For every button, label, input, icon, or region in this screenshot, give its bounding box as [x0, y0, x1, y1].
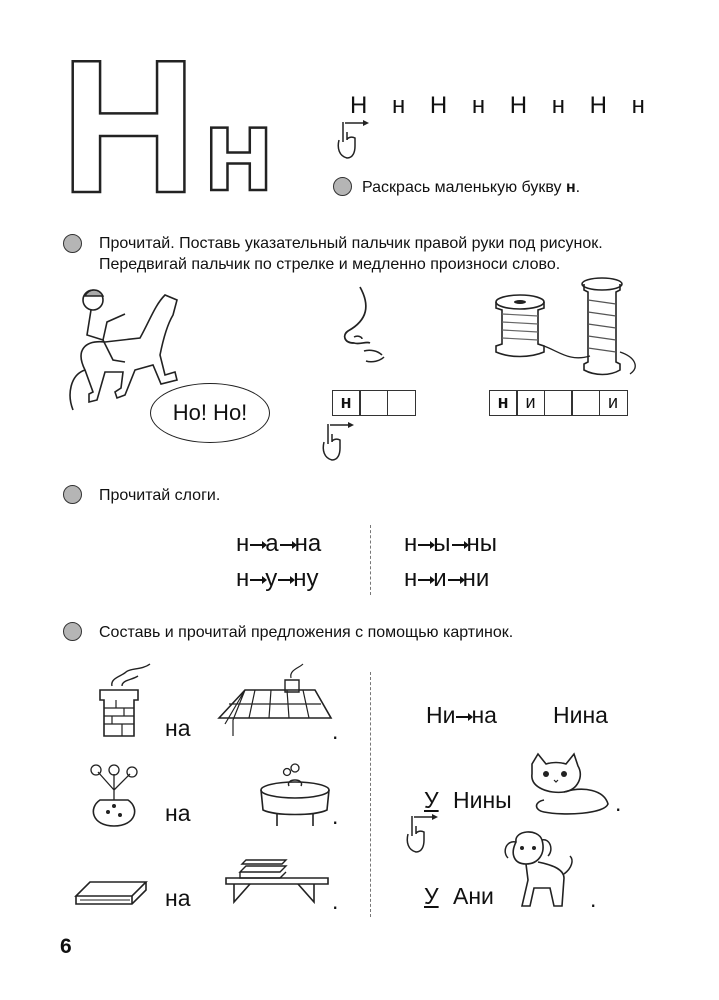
- vase-icon: [80, 760, 150, 830]
- table-icon: [255, 750, 335, 830]
- on-word: на: [165, 885, 191, 911]
- arrow-icon: [418, 579, 432, 581]
- task-color-letter: Раскрась маленькую букву н.: [362, 179, 581, 196]
- word-u-2: У: [424, 883, 439, 909]
- syllables-divider: [370, 525, 371, 595]
- syllable-ni: н и ни: [404, 565, 490, 592]
- thread-spools-image: [480, 272, 650, 382]
- letter-row: [350, 92, 645, 120]
- letter-7: Н: [589, 92, 608, 119]
- letter-2: н: [391, 92, 406, 119]
- nose-image: [340, 285, 400, 370]
- on-word: на: [165, 800, 191, 826]
- task-read-syllables: Прочитай слоги.: [99, 487, 221, 504]
- word-nina: Нина: [553, 702, 608, 728]
- page-number: 6: [60, 935, 72, 958]
- sentence-dot: .: [590, 886, 597, 912]
- nose-word-cells: [333, 390, 416, 416]
- letter-3: Н: [429, 92, 448, 119]
- letter-5: Н: [509, 92, 528, 119]
- arrow-icon: [278, 579, 292, 581]
- letter-4: н: [471, 92, 486, 119]
- word-cell: [571, 390, 600, 416]
- letter-1: Н: [350, 92, 368, 119]
- chimney-icon: [92, 660, 162, 740]
- task-read-line-2: Передвигай пальчик по стрелке и медленно произноси слово.: [99, 256, 561, 273]
- finger-pointer-icon-2: [318, 420, 358, 465]
- sentences-divider: [370, 672, 371, 917]
- big-lower-letter: н: [203, 84, 275, 216]
- arrow-icon: [250, 579, 264, 581]
- word-ani: Ани: [453, 883, 494, 909]
- sentence-dot: .: [332, 888, 339, 914]
- roof-icon: [215, 660, 335, 740]
- finger-pointer-icon-3: [402, 812, 442, 857]
- cat-icon: [524, 752, 614, 817]
- task-bullet: [63, 485, 82, 504]
- word-cell: [359, 390, 388, 416]
- word-u-1: У: [424, 787, 439, 813]
- thread-word-cells: [490, 390, 628, 416]
- book-icon: [72, 872, 152, 912]
- arrow-icon: [250, 544, 264, 546]
- on-word: на: [165, 715, 191, 741]
- shelf-icon: [220, 850, 335, 910]
- arrow-icon: [456, 716, 470, 718]
- arrow-icon: [452, 544, 466, 546]
- word-cell: [544, 390, 573, 416]
- word-cell: [387, 390, 416, 416]
- big-upper-letter: Н: [60, 21, 198, 233]
- arrow-icon: [418, 544, 432, 546]
- word-niny: Нины: [453, 787, 512, 813]
- word-cell: и: [516, 390, 545, 416]
- arrow-icon: [280, 544, 294, 546]
- word-cell: н: [489, 390, 518, 416]
- word-cell: н: [332, 390, 361, 416]
- sentence-dot: .: [332, 803, 339, 829]
- puppy-icon: [498, 828, 588, 913]
- syllable-na: н а на: [236, 530, 322, 557]
- word-nina-split: Ни на: [426, 702, 497, 728]
- task-bullet: [63, 234, 82, 253]
- sentence-dot: .: [615, 790, 622, 816]
- speech-bubble: Но! Но!: [150, 383, 270, 443]
- finger-pointer-icon: [333, 118, 373, 163]
- task-read-line-1: Прочитай. Поставь указательный пальчик правой руки под рисунок.: [99, 235, 603, 252]
- letter-8: н: [631, 92, 645, 119]
- syllable-ny: н ы ны: [404, 530, 498, 557]
- task-bullet: [333, 177, 352, 196]
- task-bullet: [63, 622, 82, 641]
- sentence-dot: .: [332, 718, 339, 744]
- syllable-nu: н у ну: [236, 565, 319, 592]
- letter-6: н: [551, 92, 566, 119]
- task-compose: Составь и прочитай предложения с помощью картинок.: [99, 624, 514, 641]
- arrow-icon: [448, 579, 462, 581]
- word-cell: и: [599, 390, 628, 416]
